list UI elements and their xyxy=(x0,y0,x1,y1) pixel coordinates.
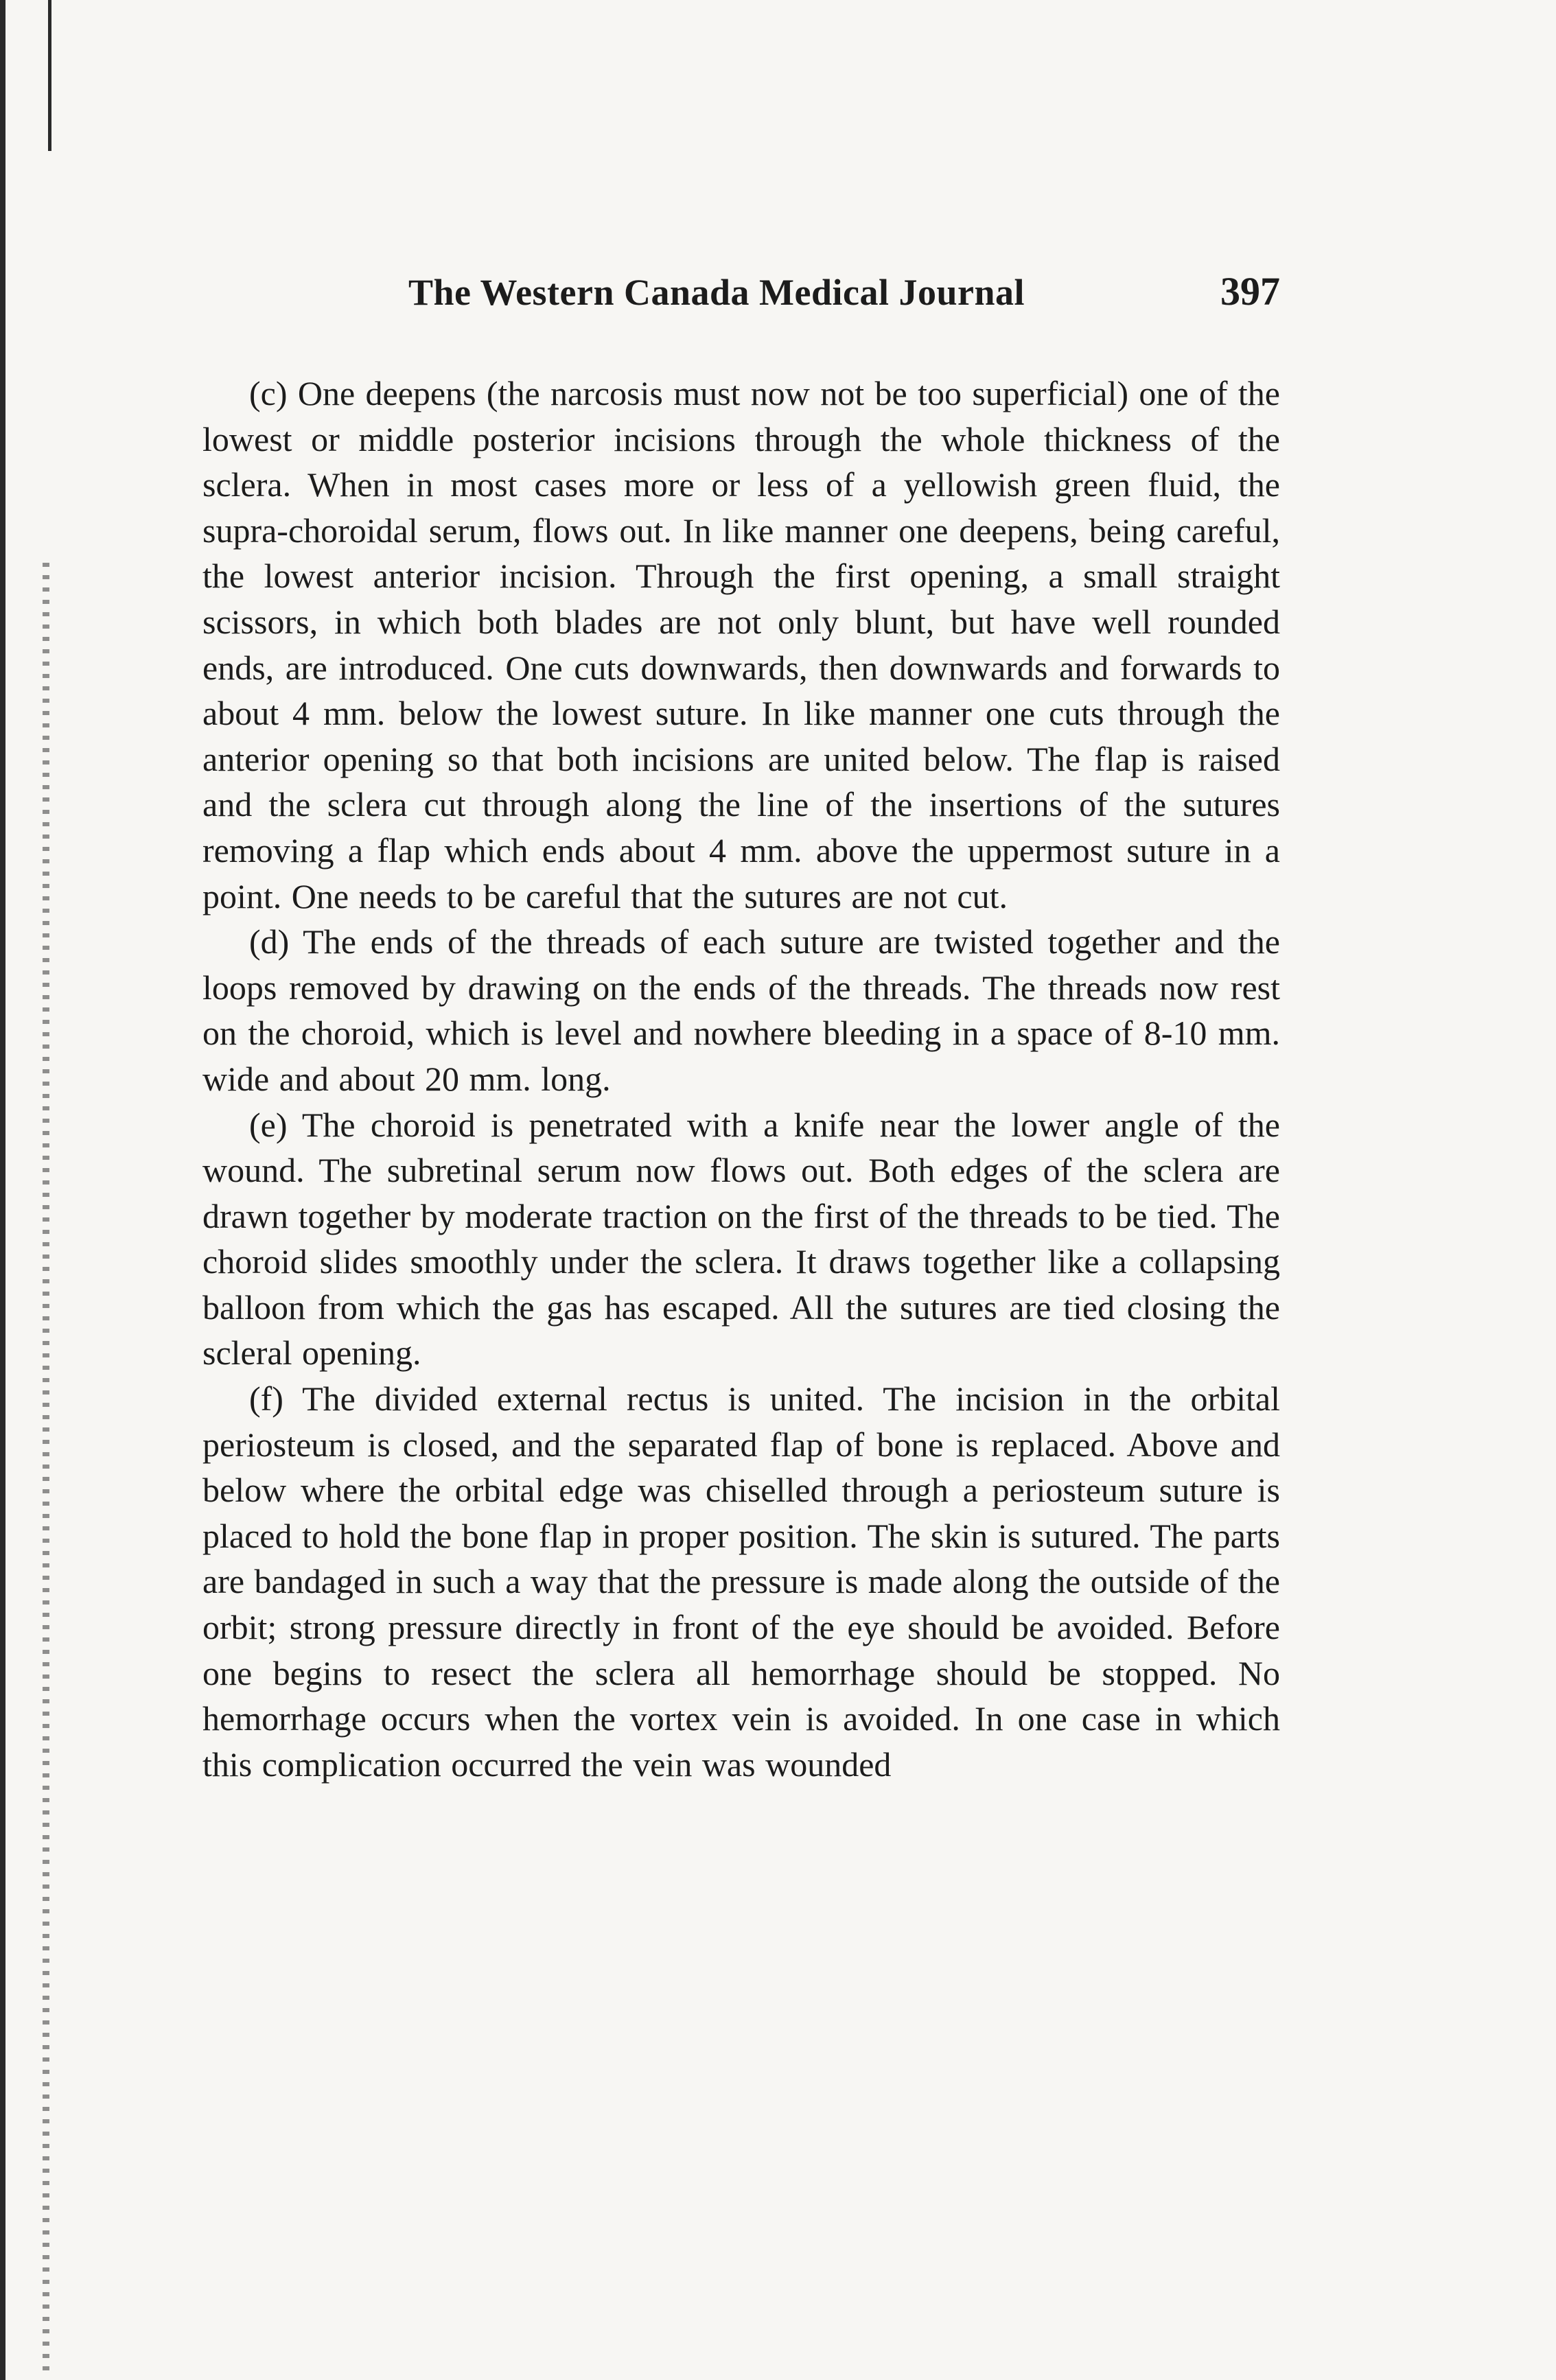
paragraph-d: (d) The ends of the threads of each suture are twisted together and the loops removed by drawing on the ends of the threads. The threads now rest on the choroid, which is level and nowhere bleeding in a space of 8-10 mm. wide and about 20 mm. long. xyxy=(202,922,1280,1098)
book-page xyxy=(202,271,1280,1787)
running-head xyxy=(202,271,1280,333)
paragraph-f: (f) The divided external rectus is united. The incision in the orbital periosteum is closed, and the separated flap of bone is replaced. Above and below where the orbital edge was chiselled through a periosteum suture is placed to hold the bone flap in proper position. The skin is sutured. The parts are bandaged in such a way that the pressure is made along the outside of the orbit; strong pressure directly in front of the eye should be avoided. Before one begins to resect the sclera all hemorrhage should be stopped. No hemorrhage occurs when the vortex vein is avoided. In one case in which this complication occurred the vein was wounded xyxy=(202,1379,1280,1784)
binding-edge-speckle xyxy=(43,563,49,2375)
paragraph-c: (c) One deepens (the narcosis must now not be too superficial) one of the lowest or middle posterior incisions through the whole thickness of the sclera. When in most cases more or less of a yellowish green fluid, the supra-choroidal serum, flows out. In like manner one deepens, being careful, the lowest anterior incision. Through the first opening, a small straight scissors, in which both blades are not only blunt, but have well rounded ends, are introduced. One cuts downwards, then downwards and forwards to about 4 mm. below the lowest suture. In like manner one cuts through the anterior opening so that both incisions are united below. The flap is raised and the sclera cut through along the line of the insertions of the sutures removing a flap which ends about 4 mm. above the uppermost suture in a point. One needs to be careful that the sutures are not cut. xyxy=(202,374,1280,915)
journal-title: The Western Canada Medical Journal xyxy=(408,272,1025,313)
binding-edge-top xyxy=(48,0,51,151)
paragraph-e: (e) The choroid is penetrated with a knife near the lower angle of the wound. The subretinal serum now flows out. Both edges of the sclera are drawn together by moderate traction on the first of the threads to be tied. The choroid slides smoothly under the sclera. It draws together like a collapsing balloon from which the gas has escaped. All the sutures are tied closing the scleral opening. xyxy=(202,1105,1280,1373)
page-number: 397 xyxy=(1220,269,1280,314)
body-text xyxy=(202,371,1280,1787)
binding-gutter xyxy=(0,0,48,2380)
